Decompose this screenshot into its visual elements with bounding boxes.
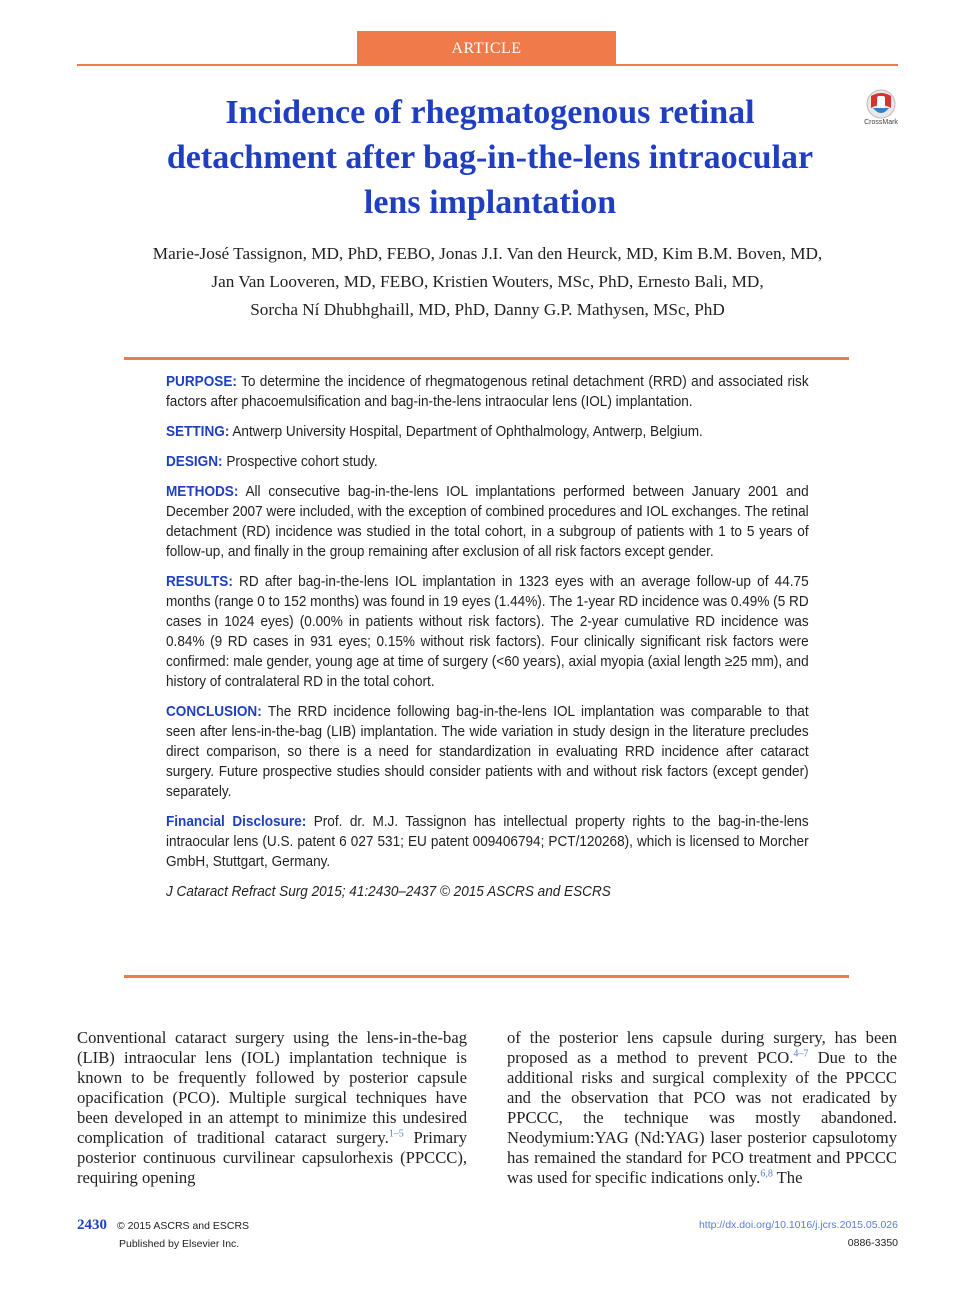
- footer-left: [77, 1216, 249, 1253]
- body-column-right: [507, 1028, 897, 1188]
- section-label: CONCLUSION:: [166, 704, 262, 720]
- author-line: Jan Van Looveren, MD, FEBO, Kristien Wouters, MSc, PhD, Ernesto Bali, MD,: [211, 272, 764, 291]
- body-column-left: [77, 1028, 467, 1188]
- publisher: Published by Elsevier Inc.: [119, 1238, 240, 1250]
- body-text: Primary posterior continuous curvilinear capsulorhexis (PPCCC), requiring opening: [77, 1128, 467, 1187]
- reference-link[interactable]: 6,8: [760, 1168, 773, 1180]
- abstract-bottom-rule: [124, 975, 849, 978]
- section-text: To determine the incidence of rhegmatogenous retinal detachment (RRD) and associated risk factors after phacoemulsification and bag-in-the-lens intraocular lens (IOL) implantation.: [166, 374, 809, 410]
- body-text: of the posterior lens capsule during surgery, has been proposed as a method to prevent PCO.: [507, 1028, 897, 1067]
- section-text: The RRD incidence following bag-in-the-lens IOL implantation was comparable to that seen after lens-in-the-bag (LIB) implantation. The wide variation in study design in the literature precludes direct comparison, so there is a need for standardization in evaluating RRD incidence after cataract surgery. Future prospective studies should consider patients with and without risk factors (except gender) separately.: [166, 704, 809, 800]
- section-label: Financial Disclosure:: [166, 814, 307, 830]
- section-label: METHODS:: [166, 484, 239, 500]
- crossmark-icon: [860, 88, 902, 120]
- body-text: The: [772, 1168, 803, 1187]
- section-text: RD after bag-in-the-lens IOL implantation in 1323 eyes with an average follow-up of 44.75 months (range 0 to 152 months) was found in 19 eyes (1.44%). The 1-year RD incidence was 0.49% (5 RD cases in 1024 eyes) (0.00% in patients without risk factors). The 2-year cumulative RD incidence was 0.84% (9 RD cases in 931 eyes; 0.15% without risk factors). Four clinically significant risk factors were confirmed: male gender, young age at time of surgery (<60 years), axial myopia (axial length ≥25 mm), and history of contralateral RD in the total cohort.: [166, 574, 809, 690]
- section-text: Prof. dr. M.J. Tassignon has intellectual property rights to the bag-in-the-lens intraocular lens (U.S. patent 6 027 531; EU patent 009406794; PCT/120268), which is licensed to Morcher GmbH, Stuttgart, Germany.: [166, 814, 809, 870]
- body-text: Due to the additional risks and surgical complexity of the PPCCC and the observation that PCO was not eradicated by PPCCC, the technique was mostly abandoned. Neodymium:YAG (Nd:YAG) laser posterior capsulotomy has remained the standard for PCO treatment and PPCCC was used for specific indications only.: [507, 1048, 897, 1187]
- abstract: [166, 372, 809, 912]
- crossmark-label: CrossMark: [864, 119, 898, 126]
- abstract-design: [166, 452, 809, 472]
- abstract-conclusion: [166, 702, 809, 802]
- section-text: All consecutive bag-in-the-lens IOL implantations performed between January 2001 and December 2007 were included, with the exception of combined procedures and IOL exchanges. The retinal detachment (RD) incidence was studied in the total cohort, in a subgroup of patients with 1 to 5 years of follow-up, and finally in the group remaining after exclusion of all risk factors except gender.: [166, 484, 809, 560]
- abstract-disclosure: [166, 812, 809, 872]
- section-label: RESULTS:: [166, 574, 233, 590]
- section-label: SETTING:: [166, 424, 230, 440]
- author-list: [80, 240, 895, 324]
- journal-citation: J Cataract Refract Surg 2015; 41:2430–2437 © 2015 ASCRS and ESCRS: [166, 884, 611, 900]
- abstract-top-rule: [124, 357, 849, 360]
- copyright: © 2015 ASCRS and ESCRS: [117, 1220, 250, 1232]
- abstract-results: [166, 572, 809, 692]
- doi-link[interactable]: http://dx.doi.org/10.1016/j.jcrs.2015.05.026: [698, 1219, 898, 1231]
- abstract-setting: [166, 422, 809, 442]
- author-line: Sorcha Ní Dhubhghaill, MD, PhD, Danny G.P. Mathysen, MSc, PhD: [250, 300, 725, 319]
- reference-link[interactable]: 4–7: [793, 1048, 809, 1060]
- section-text: Antwerp University Hospital, Department of Ophthalmology, Antwerp, Belgium.: [229, 424, 703, 440]
- body-text: Conventional cataract surgery using the lens-in-the-bag (LIB) intraocular lens (IOL) implantation technique is known to be frequently followed by posterior capsule opacification (PCO). Multiple surgical techniques have been developed in an attempt to minimize this undesired complication of traditional cataract surgery.: [77, 1028, 467, 1147]
- abstract-purpose: [166, 372, 809, 412]
- abstract-methods: [166, 482, 809, 562]
- article-title: Incidence of rhegmatogenous retinal detachment after bag-in-the-lens intraocular lens implantation: [166, 94, 814, 221]
- section-label: PURPOSE:: [166, 374, 237, 390]
- reference-link[interactable]: 1–5: [388, 1128, 404, 1140]
- section-label: DESIGN:: [166, 454, 223, 470]
- article-type-tag: ARTICLE: [357, 31, 616, 65]
- section-text: Prospective cohort study.: [222, 454, 378, 470]
- page-number: 2430: [77, 1217, 107, 1233]
- issn: 0886-3350: [847, 1237, 898, 1249]
- header-rule: [77, 64, 898, 66]
- footer-right: [699, 1216, 898, 1252]
- crossmark-badge[interactable]: [860, 88, 902, 128]
- author-line: Marie-José Tassignon, MD, PhD, FEBO, Jonas J.I. Van den Heurck, MD, Kim B.M. Boven, MD,: [152, 244, 823, 263]
